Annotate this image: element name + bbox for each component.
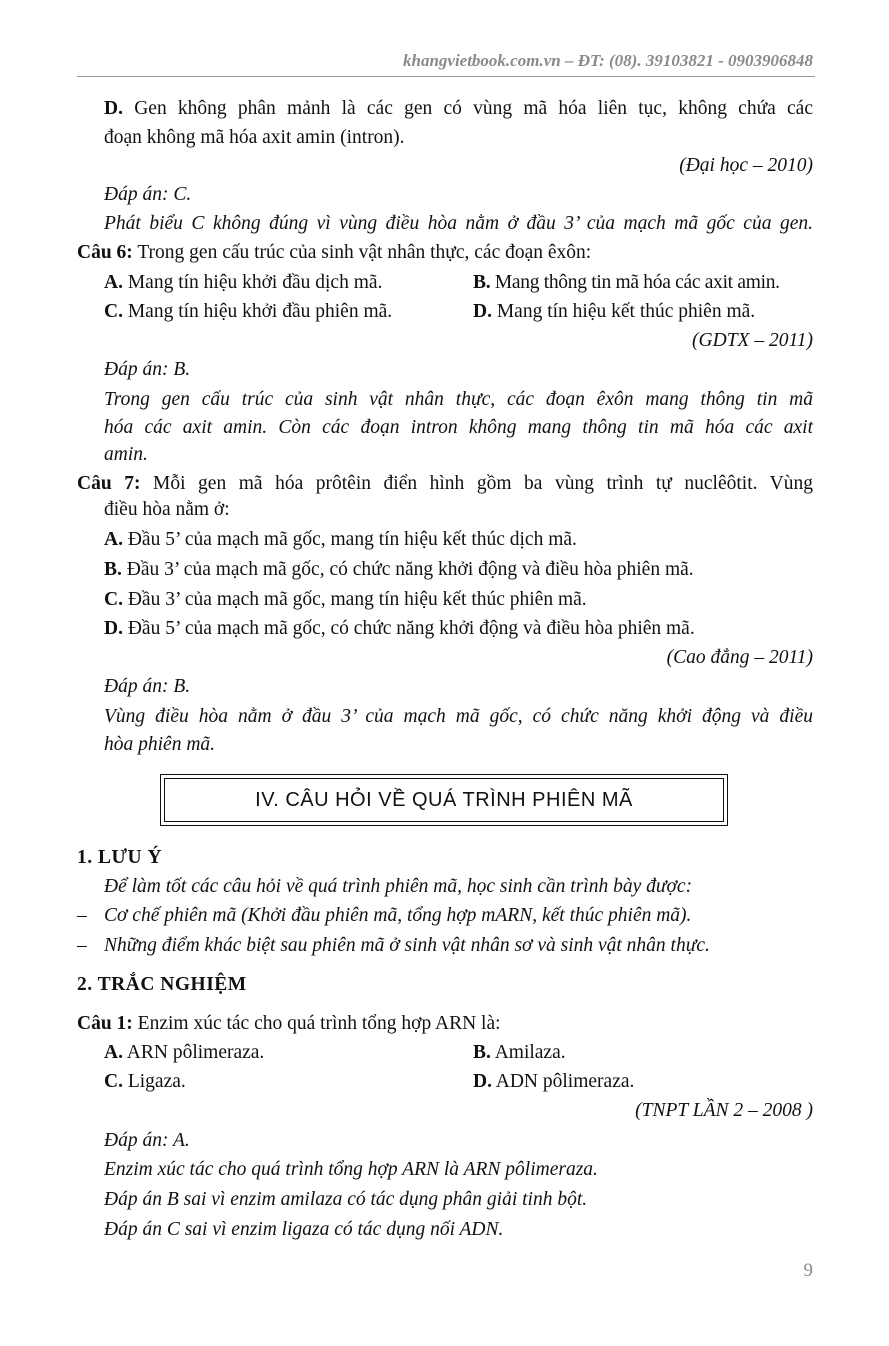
note-dash-2: –	[77, 935, 87, 956]
q7-option-c	[104, 590, 587, 610]
page-header: khangvietbook.com.vn – ĐT: (08). 39103821 - 0903906848	[402, 51, 813, 70]
q6-option-c	[104, 302, 392, 322]
q6-option-b	[473, 273, 780, 293]
q6-option-d	[473, 302, 755, 322]
q7-text1: Mỗi gen mã hóa prôtêin điển hình gồm ba vùng trình tự nuclêôtit. Vùng	[140, 473, 814, 494]
section-title: IV. CÂU HỎI VỀ QUÁ TRÌNH PHIÊN MÃ	[164, 778, 724, 822]
q5-explanation: Phát biểu C không đúng vì vùng điều hòa nằm ở đầu 3’ của mạch mã gốc của gen.	[104, 213, 813, 234]
quiz-q1-option-d-text: ADN pôlimeraza.	[491, 1071, 635, 1092]
page-number: 9	[803, 1260, 813, 1281]
q6-option-d-text: Mang tín hiệu kết thúc phiên mã.	[491, 301, 756, 322]
q6-option-b-label: B.	[473, 272, 491, 293]
q6-answer: Đáp án: B.	[104, 359, 191, 380]
quiz-q1-option-b	[473, 1043, 566, 1063]
quiz-q1-option-c-label: C.	[104, 1071, 123, 1092]
q7-explanation-line2: hòa phiên mã.	[104, 734, 216, 755]
q6-label: Câu 6:	[77, 242, 133, 263]
quiz-q1-option-c	[104, 1072, 186, 1092]
note-heading: 1. LƯU Ý	[77, 847, 163, 868]
q7-explanation-line1: Vùng điều hòa nằm ở đầu 3’ của mạch mã gốc, có chức năng khởi động và điều	[104, 706, 813, 727]
quiz-q1-explanation-2: Đáp án B sai vì enzim amilaza có tác dụng phân giải tinh bột.	[104, 1189, 588, 1210]
q6-option-c-label: C.	[104, 301, 123, 322]
q7-option-d-label: D.	[104, 618, 123, 639]
quiz-q1-source: (TNPT LẦN 2 – 2008 )	[635, 1100, 813, 1121]
q5-answer: Đáp án: C.	[104, 184, 192, 205]
quiz-q1-option-d	[473, 1072, 634, 1092]
quiz-q1-option-b-text: Amilaza.	[490, 1042, 566, 1063]
quiz-heading: 2. TRẮC NGHIỆM	[77, 974, 247, 995]
q6-option-a-text: Mang tín hiệu khởi đầu dịch mã.	[122, 272, 383, 293]
q7-option-b-text: Đầu 3’ của mạch mã gốc, có chức năng khởi động và điều hòa phiên mã.	[121, 559, 694, 580]
q5-option-d-text: Gen không phân mảnh là các gen có vùng mã hóa liên tục, không chứa các	[122, 98, 813, 119]
quiz-q1-explanation-1: Enzim xúc tác cho quá trình tổng hợp ARN là ARN pôlimeraza.	[104, 1159, 598, 1180]
q6-explanation-line2: hóa các axit amin. Còn các đoạn intron không mang thông tin mã hóa các axit	[104, 417, 813, 438]
q6-text: Trong gen cấu trúc của sinh vật nhân thực, các đoạn êxôn:	[132, 242, 592, 263]
q7-option-c-label: C.	[104, 589, 123, 610]
quiz-q1-question	[77, 1014, 501, 1034]
q7-label: Câu 7:	[77, 473, 141, 494]
section-title-box	[160, 774, 728, 826]
note-dash-1: –	[77, 905, 87, 926]
q5-option-d-label: D.	[104, 98, 123, 119]
quiz-q1-label: Câu 1:	[77, 1013, 133, 1034]
q6-option-c-text: Mang tín hiệu khởi đầu phiên mã.	[122, 301, 393, 322]
q7-option-d	[104, 619, 695, 639]
q7-question-line1	[77, 474, 813, 494]
quiz-q1-option-a-label: A.	[104, 1042, 123, 1063]
quiz-q1-answer: Đáp án: A.	[104, 1130, 190, 1151]
quiz-q1-option-a	[104, 1043, 264, 1063]
q6-source: (GDTX – 2011)	[692, 330, 813, 351]
quiz-q1-option-c-text: Ligaza.	[122, 1071, 186, 1092]
q5-option-d-line2: đoạn không mã hóa axit amin (intron).	[104, 127, 405, 148]
q7-question-line2: điều hòa nằm ở:	[104, 499, 230, 520]
note-intro: Để làm tốt các câu hỏi về quá trình phiên mã, học sinh cần trình bày được:	[104, 876, 693, 897]
header-rule	[77, 76, 815, 77]
q6-question	[77, 243, 591, 263]
q7-option-a	[104, 530, 577, 550]
q6-option-a	[104, 273, 382, 293]
q6-explanation-line1: Trong gen cấu trúc của sinh vật nhân thực, các đoạn êxôn mang thông tin mã	[104, 389, 813, 410]
note-item-1: Cơ chế phiên mã (Khởi đầu phiên mã, tổng hợp mARN, kết thúc phiên mã).	[104, 905, 692, 926]
q7-option-a-text: Đầu 5’ của mạch mã gốc, mang tín hiệu kết thúc dịch mã.	[122, 529, 577, 550]
q7-option-b-label: B.	[104, 559, 122, 580]
q7-option-b	[104, 560, 694, 580]
quiz-q1-text: Enzim xúc tác cho quá trình tổng hợp ARN là:	[132, 1013, 501, 1034]
quiz-q1-explanation-3: Đáp án C sai vì enzim ligaza có tác dụng nối ADN.	[104, 1219, 504, 1240]
q5-option-d-line1	[104, 99, 813, 119]
q7-source: (Cao đẳng – 2011)	[666, 647, 813, 668]
q7-answer: Đáp án: B.	[104, 676, 191, 697]
q7-option-a-label: A.	[104, 529, 123, 550]
q7-option-c-text: Đầu 3’ của mạch mã gốc, mang tín hiệu kết thúc phiên mã.	[122, 589, 587, 610]
quiz-q1-option-b-label: B.	[473, 1042, 491, 1063]
q6-option-b-text: Mang thông tin mã hóa các axit amin.	[490, 272, 780, 293]
quiz-q1-option-a-text: ARN pôlimeraza.	[122, 1042, 265, 1063]
note-item-2: Những điểm khác biệt sau phiên mã ở sinh vật nhân sơ và sinh vật nhân thực.	[104, 935, 710, 956]
q6-option-a-label: A.	[104, 272, 123, 293]
q5-source: (Đại học – 2010)	[679, 155, 813, 176]
q7-option-d-text: Đầu 5’ của mạch mã gốc, có chức năng khởi động và điều hòa phiên mã.	[122, 618, 695, 639]
q6-explanation-line3: amin.	[104, 444, 148, 465]
q6-option-d-label: D.	[473, 301, 492, 322]
quiz-q1-option-d-label: D.	[473, 1071, 492, 1092]
